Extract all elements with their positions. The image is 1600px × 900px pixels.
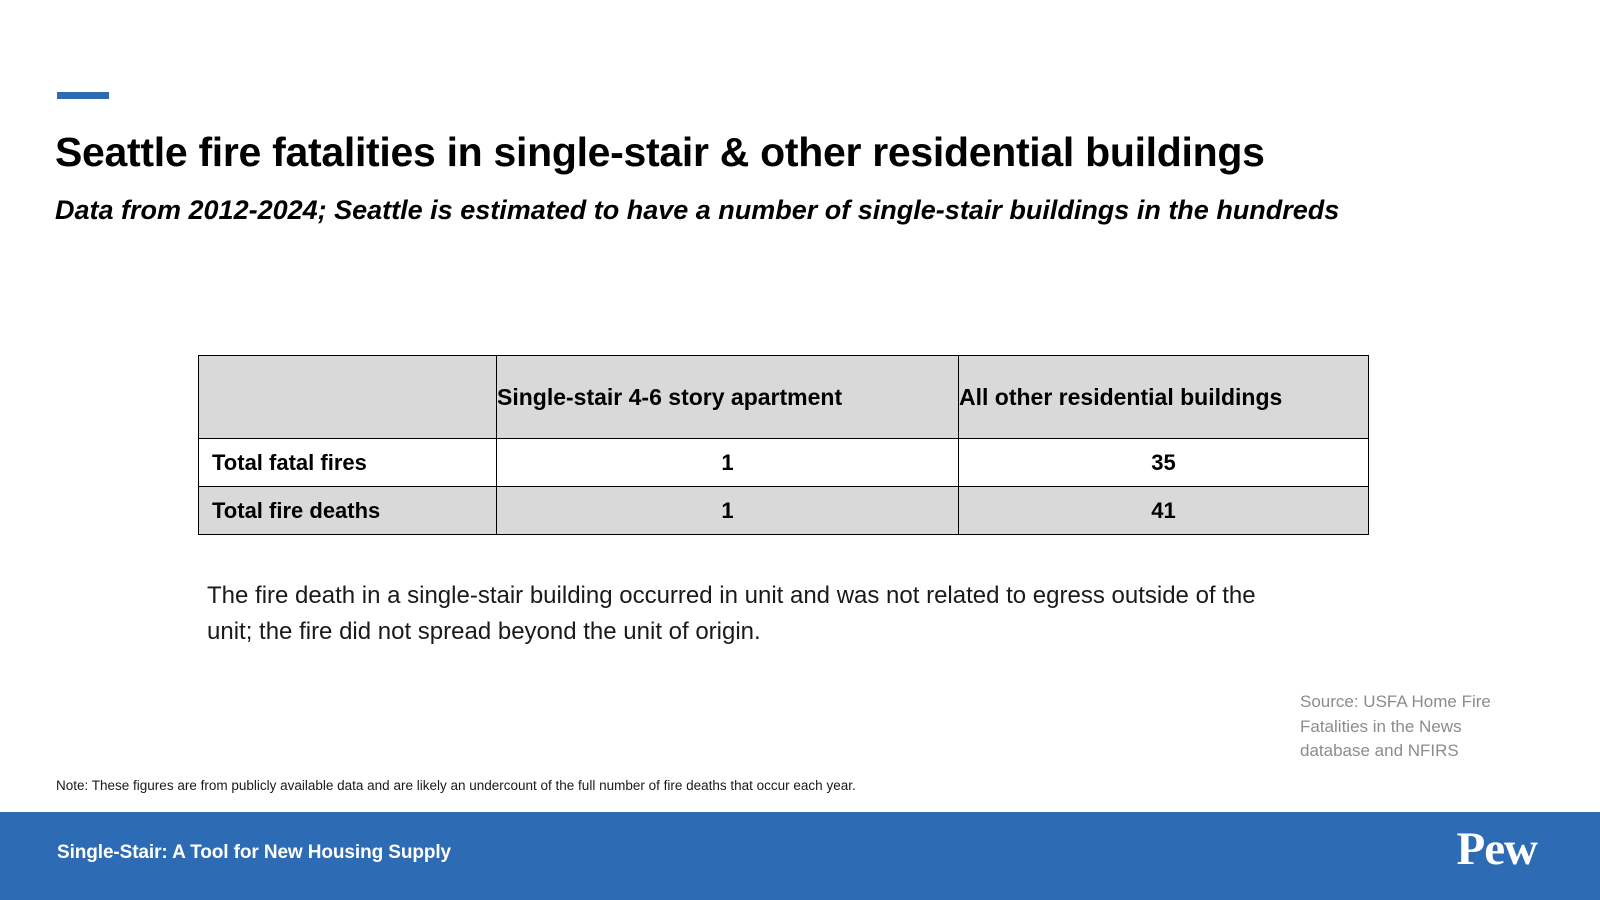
page-title: Seattle fire fatalities in single-stair & other residential buildings [55, 129, 1265, 175]
row-label-total-fatal-fires: Total fatal fires [199, 439, 497, 487]
footer-title: Single-Stair: A Tool for New Housing Supply [57, 842, 451, 863]
footnote: Note: These figures are from publicly available data and are likely an undercount of the full number of fire deaths that occur each year. [56, 778, 856, 793]
cell-total-fatal-fires-all-other: 35 [959, 439, 1369, 487]
table-header-single-stair: Single-stair 4-6 story apartment [497, 356, 959, 439]
accent-rule [57, 92, 109, 99]
cell-total-fatal-fires-single-stair: 1 [497, 439, 959, 487]
cell-total-fire-deaths-single-stair: 1 [497, 487, 959, 535]
table-header-row [199, 356, 1369, 439]
fatalities-table [198, 355, 1369, 535]
slide-footer [0, 812, 1600, 900]
table-header-all-other: All other residential buildings [959, 356, 1369, 439]
row-label-total-fire-deaths: Total fire deaths [199, 487, 497, 535]
source-note: Source: USFA Home Fire Fatalities in the News database and NFIRS [1300, 692, 1491, 761]
table-row [199, 487, 1369, 535]
cell-total-fire-deaths-all-other: 41 [959, 487, 1369, 535]
data-table-container [198, 355, 1368, 535]
page-subtitle: Data from 2012-2024; Seattle is estimated to have a number of single-stair buildings in the hundreds [55, 195, 1340, 225]
pew-logo: Pew [1456, 823, 1537, 875]
table-header-blank [199, 356, 497, 439]
table-row [199, 439, 1369, 487]
table-annotation: The fire death in a single-stair building occurred in unit and was not related to egress outside of the unit; the fire did not spread beyond the unit of origin. [207, 582, 1256, 645]
